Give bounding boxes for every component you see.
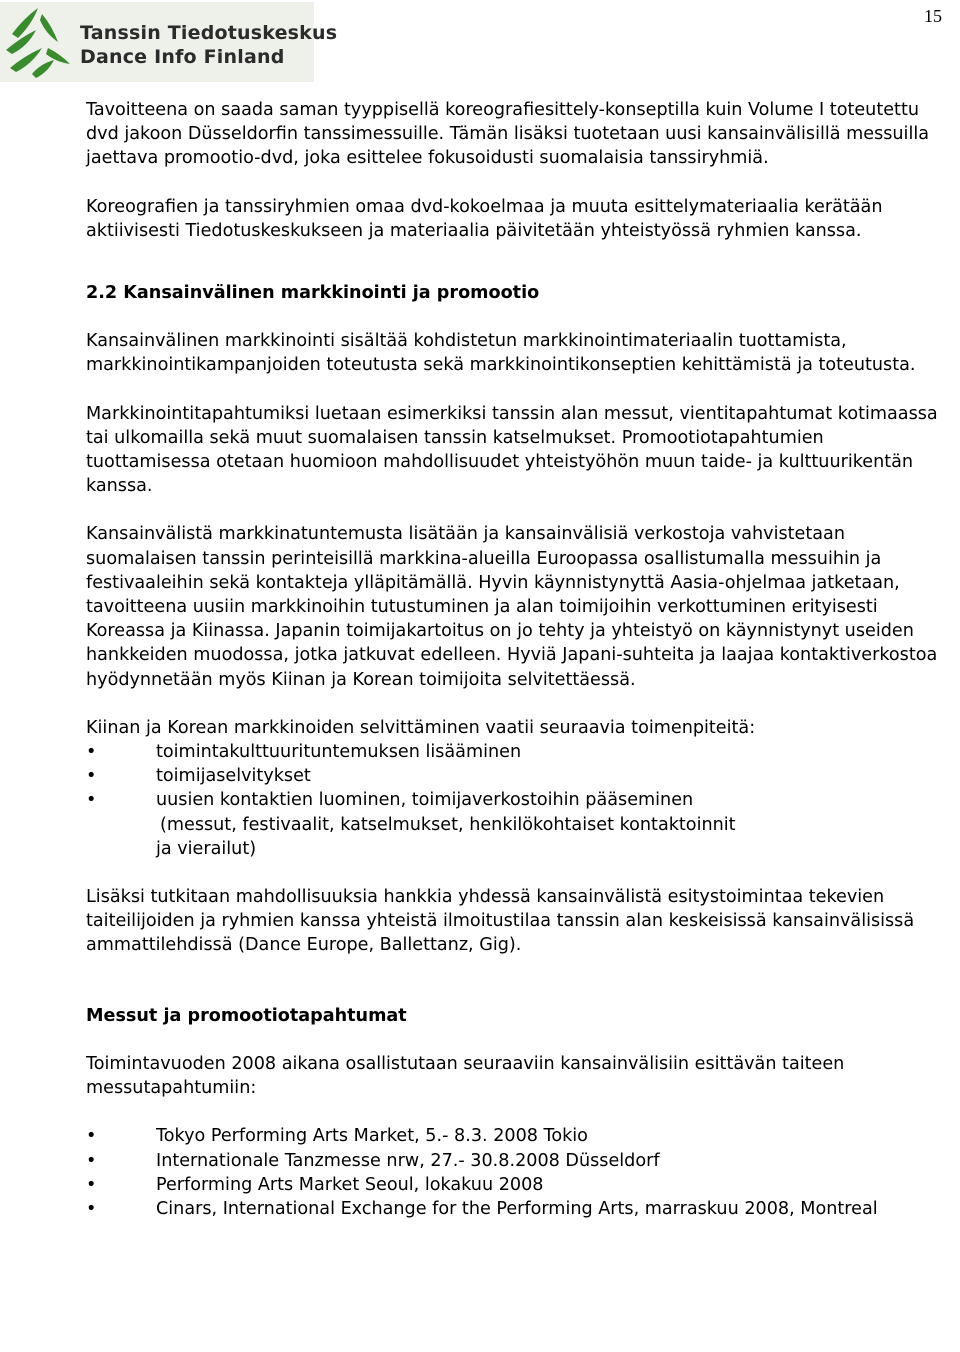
page-number: 15 — [924, 6, 942, 26]
paragraph-advertising: Lisäksi tutkitaan mahdollisuuksia hankkia yhdessä kansainvälistä esitystoimintaa tekevien taiteilijoiden ja ryhmien kanssa yhteistä ilmoitustilaa tanssin alan keskeisissä kansainvälisissä ammattilehdissä (Dance Europe, Ballettanz, Gig). — [86, 887, 915, 956]
paragraph-china-korea: Kiinan ja Korean markkinoiden selvittäminen vaatii seuraavia toimenpiteitä: — [86, 717, 756, 738]
logo — [0, 2, 338, 82]
list-note-b: ja vierailut) — [156, 838, 257, 859]
logo-text-fi: Tanssin Tiedotuskeskus — [80, 22, 338, 44]
subheading: Messut ja promootiotapahtumat — [86, 1005, 407, 1026]
list-note-a: (messut, festivaalit, katselmukset, henkilökohtaiset kontaktoinnit — [160, 814, 736, 835]
leaf-logo-icon — [2, 4, 76, 80]
list-item: • uusien kontaktien luominen, toimijaverkostoihin pääseminen — [86, 788, 946, 812]
paragraph-dvd-goal: Tavoitteena on saada saman tyyppisellä koreografiesittely-konseptilla kuin Volume I toteutettu dvd jakoon Düsseldorfin tanssimessuille. Tämän lisäksi tuotetaan uusi kansainvälisillä messuilla jaettava promootio-dvd, joka esittelee fokusoidusti suomalaisia tanssiryhmiä. — [86, 100, 929, 169]
paragraph-fairs-intro: Toimintavuoden 2008 aikana osallistutaan seuraaviin kansainvälisiin esittävän taiteen messutapahtumiin: — [86, 1053, 845, 1099]
list-item: • Internationale Tanzmesse nrw, 27.- 30.8.2008 Düsseldorf — [86, 1149, 946, 1173]
list-item: • toimintakulttuurituntemuksen lisääminen — [86, 740, 946, 764]
logo-text-en: Dance Info Finland — [80, 46, 285, 68]
measures-list — [86, 740, 946, 813]
paragraph-market-knowledge: Kansainvälistä markkinatuntemusta lisätään ja kansainvälisiä verkostoja vahvistetaan suomalaisen tanssin perinteisillä markkina-alueilla Euroopassa osallistumalla messuihin ja festivaaleihin sekä kontakteja ylläpitämällä. Hyvin käynnistynyttä Aasia-ohjelmaa jatketaan, tavoitteena uusiin markkinoihin tutustuminen ja alan toimijoihin verkottuminen erityisesti Koreassa ja Kiinassa. Japanin toimijakartoitus on jo tehty ja yhteistyö on käynnistynyt useiden hankkeiden muodossa, jotka jatkuvat edelleen. Hyviä Japani-suhteita ja laajaa kontaktiverkostoa hyödynnetään myös Kiinan ja Korean toimijoita selvitettäessä. — [86, 524, 938, 690]
paragraph-events: Markkinointitapahtumiksi luetaan esimerkiksi tanssin alan messut, vientitapahtumat kotimaassa tai ulkomailla sekä muut suomalaisen tanssin katselmukset. Promootiotapahtumien tuottamisessa otetaan huomioon mahdollisuudet yhteistyöhön muun taide- ja kulttuurikentän kanssa. — [86, 403, 938, 497]
document-body — [86, 98, 946, 1221]
section-heading: 2.2 Kansainvälinen markkinointi ja promootio — [86, 283, 540, 304]
paragraph-dvd-collection: Koreografien ja tanssiryhmien omaa dvd-kokoelmaa ja muuta esittelymateriaalia kerätään aktiivisesti Tiedotuskeskukseen ja materiaalia päivitetään yhteistyössä ryhmien kanssa. — [86, 196, 883, 241]
list-item: • toimijaselvitykset — [86, 764, 946, 788]
fairs-list — [86, 1124, 946, 1221]
list-item: • Performing Arts Market Seoul, lokakuu 2008 — [86, 1173, 946, 1197]
list-item: • Tokyo Performing Arts Market, 5.- 8.3. 2008 Tokio — [86, 1124, 946, 1148]
list-item: • Cinars, International Exchange for the Performing Arts, marraskuu 2008, Montreal — [86, 1197, 946, 1221]
paragraph-marketing: Kansainvälinen markkinointi sisältää kohdistetun markkinointimateriaalin tuottamista, markkinointikampanjoiden toteutusta sekä markkinointikonseptien kehittämistä ja toteutusta. — [86, 331, 916, 376]
